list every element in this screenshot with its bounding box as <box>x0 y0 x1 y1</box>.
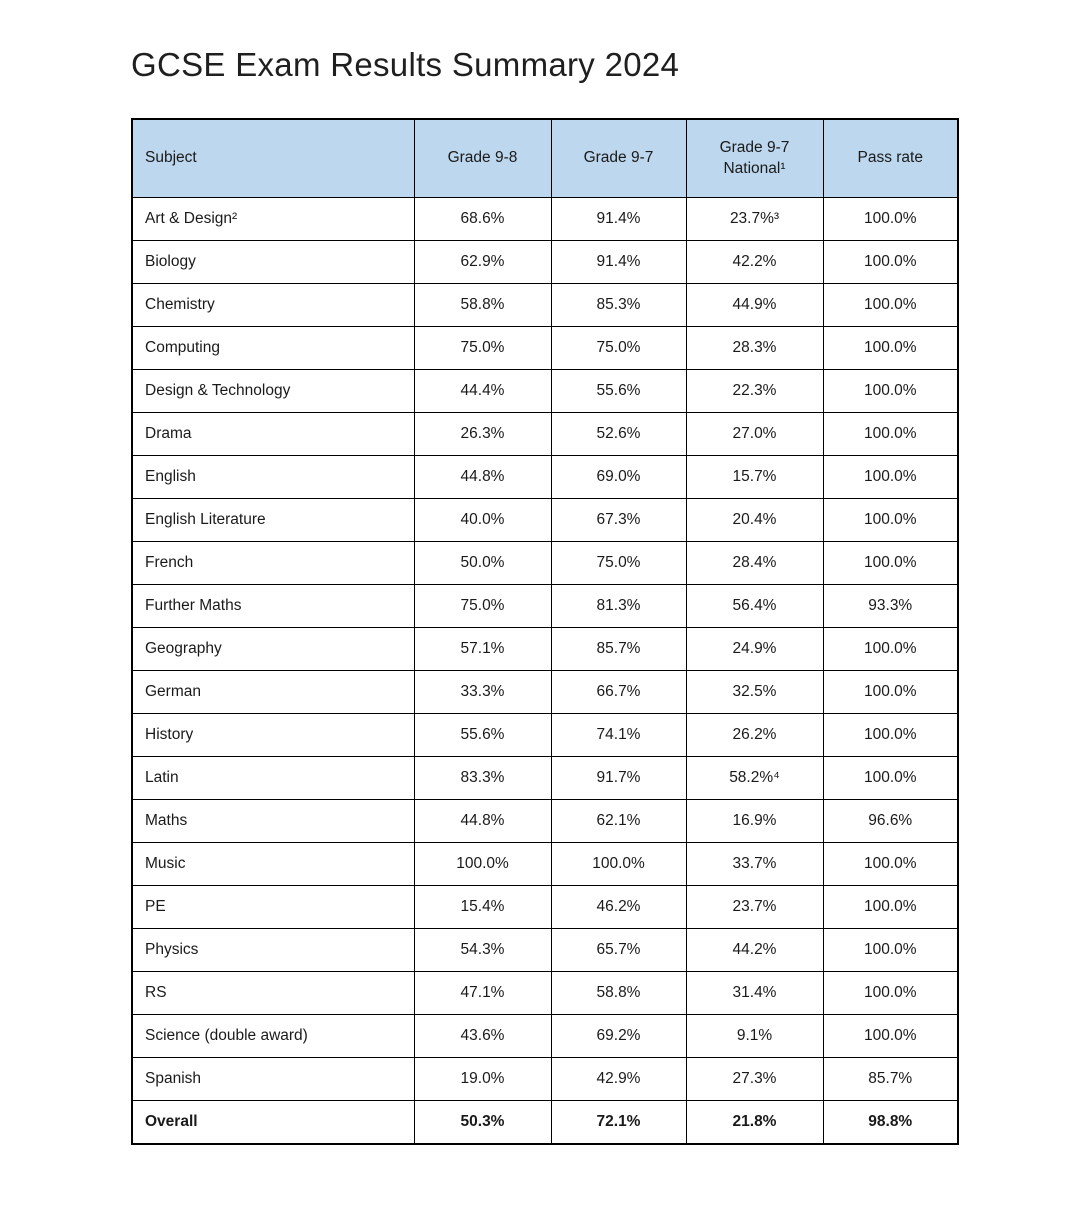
subject-cell: Art & Design² <box>132 198 414 241</box>
pass-rate-cell: 100.0% <box>823 413 958 456</box>
grade-9-7-national-cell: 22.3% <box>686 370 823 413</box>
subject-cell: Biology <box>132 241 414 284</box>
table-row <box>132 1015 958 1058</box>
subject-cell: Spanish <box>132 1058 414 1101</box>
subject-cell: English Literature <box>132 499 414 542</box>
grade-9-7-cell: 85.3% <box>551 284 686 327</box>
table-row <box>132 714 958 757</box>
grade-9-7-cell: 100.0% <box>551 843 686 886</box>
table-row <box>132 929 958 972</box>
pass-rate-cell: 100.0% <box>823 198 958 241</box>
subject-cell: German <box>132 671 414 714</box>
pass-rate-cell: 100.0% <box>823 714 958 757</box>
grade-9-7-national-cell: 32.5% <box>686 671 823 714</box>
grade-9-7-cell: 67.3% <box>551 499 686 542</box>
table-row <box>132 370 958 413</box>
pass-rate-cell: 100.0% <box>823 542 958 585</box>
grade-9-7-cell: 46.2% <box>551 886 686 929</box>
table-row <box>132 628 958 671</box>
grade-9-7-national-cell: 16.9% <box>686 800 823 843</box>
column-header-grade-9-7 <box>551 119 686 198</box>
grade-9-7-cell: 75.0% <box>551 327 686 370</box>
pass-rate-cell: 85.7% <box>823 1058 958 1101</box>
grade-9-8-cell: 50.3% <box>414 1101 551 1145</box>
grade-9-7-cell: 72.1% <box>551 1101 686 1145</box>
pass-rate-cell: 100.0% <box>823 843 958 886</box>
grade-9-8-cell: 62.9% <box>414 241 551 284</box>
subject-cell: Physics <box>132 929 414 972</box>
grade-9-7-cell: 91.4% <box>551 241 686 284</box>
pass-rate-cell: 100.0% <box>823 284 958 327</box>
table-row <box>132 886 958 929</box>
grade-9-7-cell: 55.6% <box>551 370 686 413</box>
column-header-label: Grade 9-8 <box>447 149 518 167</box>
grade-9-8-cell: 83.3% <box>414 757 551 800</box>
grade-9-8-cell: 54.3% <box>414 929 551 972</box>
subject-cell: History <box>132 714 414 757</box>
grade-9-7-cell: 74.1% <box>551 714 686 757</box>
grade-9-8-cell: 26.3% <box>414 413 551 456</box>
table-row <box>132 542 958 585</box>
pass-rate-cell: 100.0% <box>823 972 958 1015</box>
page-title: GCSE Exam Results Summary 2024 <box>131 46 680 83</box>
grade-9-7-national-cell: 23.7% <box>686 886 823 929</box>
pass-rate-cell: 100.0% <box>823 929 958 972</box>
subject-cell: RS <box>132 972 414 1015</box>
grade-9-7-cell: 85.7% <box>551 628 686 671</box>
grade-9-8-cell: 55.6% <box>414 714 551 757</box>
grade-9-8-cell: 44.4% <box>414 370 551 413</box>
pass-rate-cell: 100.0% <box>823 628 958 671</box>
grade-9-7-national-cell: 26.2% <box>686 714 823 757</box>
grade-9-7-national-cell: 28.4% <box>686 542 823 585</box>
grade-9-7-national-cell: 20.4% <box>686 499 823 542</box>
grade-9-8-cell: 68.6% <box>414 198 551 241</box>
pass-rate-cell: 96.6% <box>823 800 958 843</box>
table-row <box>132 972 958 1015</box>
pass-rate-cell: 93.3% <box>823 585 958 628</box>
subject-cell: English <box>132 456 414 499</box>
grade-9-7-national-cell: 33.7% <box>686 843 823 886</box>
grade-9-7-national-cell: 23.7%³ <box>686 198 823 241</box>
pass-rate-cell: 100.0% <box>823 671 958 714</box>
column-header-pass-rate <box>823 119 958 198</box>
grade-9-7-national-cell: 58.2%⁴ <box>686 757 823 800</box>
grade-9-7-national-cell: 9.1% <box>686 1015 823 1058</box>
overall-row <box>132 1101 958 1145</box>
column-header-label: Subject <box>145 149 197 167</box>
subject-cell: Science (double award) <box>132 1015 414 1058</box>
grade-9-7-cell: 66.7% <box>551 671 686 714</box>
grade-9-7-national-cell: 56.4% <box>686 585 823 628</box>
column-header-label-line2: National¹ <box>723 159 786 177</box>
grade-9-7-cell: 91.7% <box>551 757 686 800</box>
grade-9-7-cell: 91.4% <box>551 198 686 241</box>
grade-9-7-national-cell: 31.4% <box>686 972 823 1015</box>
table-row <box>132 198 958 241</box>
grade-9-7-national-cell: 44.9% <box>686 284 823 327</box>
table-row <box>132 241 958 284</box>
table-row <box>132 585 958 628</box>
grade-9-8-cell: 15.4% <box>414 886 551 929</box>
subject-cell: Music <box>132 843 414 886</box>
pass-rate-cell: 100.0% <box>823 1015 958 1058</box>
grade-9-8-cell: 47.1% <box>414 972 551 1015</box>
grade-9-8-cell: 44.8% <box>414 800 551 843</box>
column-header-label: Pass rate <box>857 149 923 167</box>
grade-9-8-cell: 43.6% <box>414 1015 551 1058</box>
grade-9-8-cell: 19.0% <box>414 1058 551 1101</box>
pass-rate-cell: 100.0% <box>823 327 958 370</box>
grade-9-7-national-cell: 15.7% <box>686 456 823 499</box>
grade-9-7-cell: 42.9% <box>551 1058 686 1101</box>
grade-9-7-cell: 58.8% <box>551 972 686 1015</box>
table-row <box>132 800 958 843</box>
pass-rate-cell: 100.0% <box>823 499 958 542</box>
table-row <box>132 757 958 800</box>
grade-9-7-cell: 62.1% <box>551 800 686 843</box>
table-row <box>132 1058 958 1101</box>
column-header-grade-9-7-national <box>686 119 823 198</box>
subject-cell: Geography <box>132 628 414 671</box>
subject-cell: Maths <box>132 800 414 843</box>
table-row <box>132 327 958 370</box>
grade-9-8-cell: 44.8% <box>414 456 551 499</box>
grade-9-8-cell: 100.0% <box>414 843 551 886</box>
pass-rate-cell: 100.0% <box>823 370 958 413</box>
grade-9-7-national-cell: 27.3% <box>686 1058 823 1101</box>
table-row <box>132 413 958 456</box>
grade-9-7-national-cell: 28.3% <box>686 327 823 370</box>
pass-rate-cell: 100.0% <box>823 757 958 800</box>
table-row <box>132 284 958 327</box>
pass-rate-cell: 98.8% <box>823 1101 958 1145</box>
grade-9-7-national-cell: 24.9% <box>686 628 823 671</box>
subject-cell: Overall <box>132 1101 414 1145</box>
grade-9-8-cell: 50.0% <box>414 542 551 585</box>
subject-cell: Latin <box>132 757 414 800</box>
header-row <box>132 119 958 198</box>
column-header-label: Grade 9-7 <box>583 149 654 167</box>
column-header-subject <box>132 119 414 198</box>
subject-cell: French <box>132 542 414 585</box>
grade-9-7-cell: 69.2% <box>551 1015 686 1058</box>
column-header-grade-9-8 <box>414 119 551 198</box>
grade-9-7-national-cell: 44.2% <box>686 929 823 972</box>
table-row <box>132 671 958 714</box>
grade-9-8-cell: 75.0% <box>414 585 551 628</box>
grade-9-8-cell: 40.0% <box>414 499 551 542</box>
subject-cell: Drama <box>132 413 414 456</box>
subject-cell: Chemistry <box>132 284 414 327</box>
results-table <box>131 118 959 1145</box>
grade-9-7-national-cell: 27.0% <box>686 413 823 456</box>
grade-9-7-cell: 65.7% <box>551 929 686 972</box>
subject-cell: Computing <box>132 327 414 370</box>
grade-9-8-cell: 58.8% <box>414 284 551 327</box>
pass-rate-cell: 100.0% <box>823 456 958 499</box>
table-row <box>132 456 958 499</box>
grade-9-8-cell: 75.0% <box>414 327 551 370</box>
subject-cell: PE <box>132 886 414 929</box>
grade-9-8-cell: 33.3% <box>414 671 551 714</box>
pass-rate-cell: 100.0% <box>823 241 958 284</box>
grade-9-7-cell: 81.3% <box>551 585 686 628</box>
grade-9-8-cell: 57.1% <box>414 628 551 671</box>
grade-9-7-national-cell: 42.2% <box>686 241 823 284</box>
table-row <box>132 499 958 542</box>
table-row <box>132 843 958 886</box>
subject-cell: Further Maths <box>132 585 414 628</box>
pass-rate-cell: 100.0% <box>823 886 958 929</box>
grade-9-7-cell: 52.6% <box>551 413 686 456</box>
column-header-label: Grade 9-7 <box>719 138 790 156</box>
grade-9-7-national-cell: 21.8% <box>686 1101 823 1145</box>
subject-cell: Design & Technology <box>132 370 414 413</box>
grade-9-7-cell: 75.0% <box>551 542 686 585</box>
grade-9-7-cell: 69.0% <box>551 456 686 499</box>
